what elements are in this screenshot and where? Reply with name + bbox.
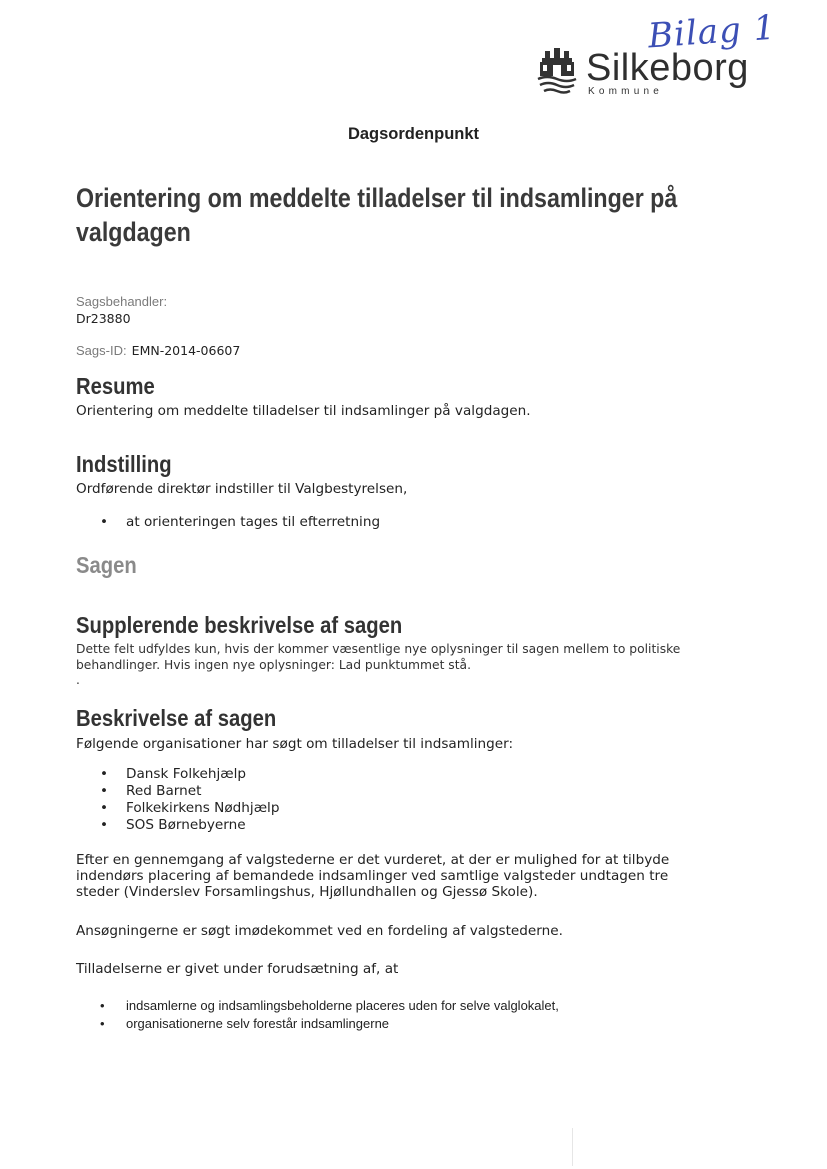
coat-of-arms-icon — [536, 48, 578, 98]
case-id-value: EMN-2014-06607 — [131, 343, 241, 358]
list-item: • at orienteringen tages til efterretning — [76, 514, 380, 531]
paragraph-line: indendørs placering af bemandede indsamlinger ved samtlige valgsteder undtagen tre — [76, 868, 669, 884]
supplerende-line-2: behandlinger. Hvis ingen nye oplysninger: Lad punktummet stå. — [76, 658, 471, 672]
supplerende-heading: Supplerende beskrivelse af sagen — [76, 612, 403, 638]
list-item: • Folkekirkens Nødhjælp — [76, 800, 279, 817]
document-type: Dagsordenpunkt — [347, 125, 480, 143]
beskrivelse-intro: Følgende organisationer har søgt om tilladelser til indsamlinger: — [76, 736, 514, 752]
beskrivelse-heading: Beskrivelse af sagen — [76, 705, 277, 731]
indstilling-text: Ordførende direktør indstiller til Valgbestyrelsen, — [76, 481, 408, 497]
supplerende-line-1: Dette felt udfyldes kun, hvis der kommer væsentlige nye oplysninger til sagen mellem to politiske — [76, 642, 681, 656]
list-item: • Red Barnet — [76, 783, 279, 800]
paragraph-line: Efter en gennemgang af valgstederne er det vurderet, at der er mulighed for at tilbyde — [76, 852, 670, 868]
paragraph: Ansøgningerne er søgt imødekommet ved en fordeling af valgstederne. — [76, 923, 563, 939]
page-title: Orientering om meddelte tilladelser til indsamlinger på valgdagen — [76, 183, 678, 247]
supplerende-dot: . — [76, 673, 80, 687]
indstilling-list — [76, 514, 380, 531]
logo-subtitle: Kommune — [588, 86, 663, 97]
list-item: • Dansk Folkehjælp — [76, 766, 279, 783]
scan-artifact-line — [572, 1128, 573, 1166]
case-id-row — [76, 340, 240, 359]
organisation-list — [76, 766, 279, 834]
case-id-label: Sags-ID: — [76, 343, 127, 358]
resume-text: Orientering om meddelte tilladelser til indsamlinger på valgdagen. — [76, 403, 531, 419]
paragraph-line: steder (Vinderslev Forsamlingshus, Hjøllundhallen og Gjessø Skole). — [76, 884, 538, 900]
conditions-list — [76, 997, 559, 1033]
list-item: • organisationerne selv forestår indsamlingerne — [76, 1015, 559, 1033]
list-item: • indsamlerne og indsamlingsbeholderne placeres uden for selve valglokalet, — [76, 997, 559, 1015]
handler-value: Dr23880 — [76, 311, 131, 326]
logo-wordmark: Silkeborg — [586, 47, 749, 89]
paragraph: Tilladelserne er givet under forudsætning af, at — [76, 961, 399, 977]
indstilling-heading: Indstilling — [76, 451, 172, 477]
silkeborg-logo — [536, 48, 751, 100]
sagen-heading: Sagen — [76, 552, 137, 578]
handler-label: Sagsbehandler: — [76, 294, 168, 309]
resume-heading: Resume — [76, 373, 155, 399]
handwritten-annotation: Bilag 1 — [646, 7, 778, 57]
list-item: • SOS Børnebyerne — [76, 817, 279, 834]
